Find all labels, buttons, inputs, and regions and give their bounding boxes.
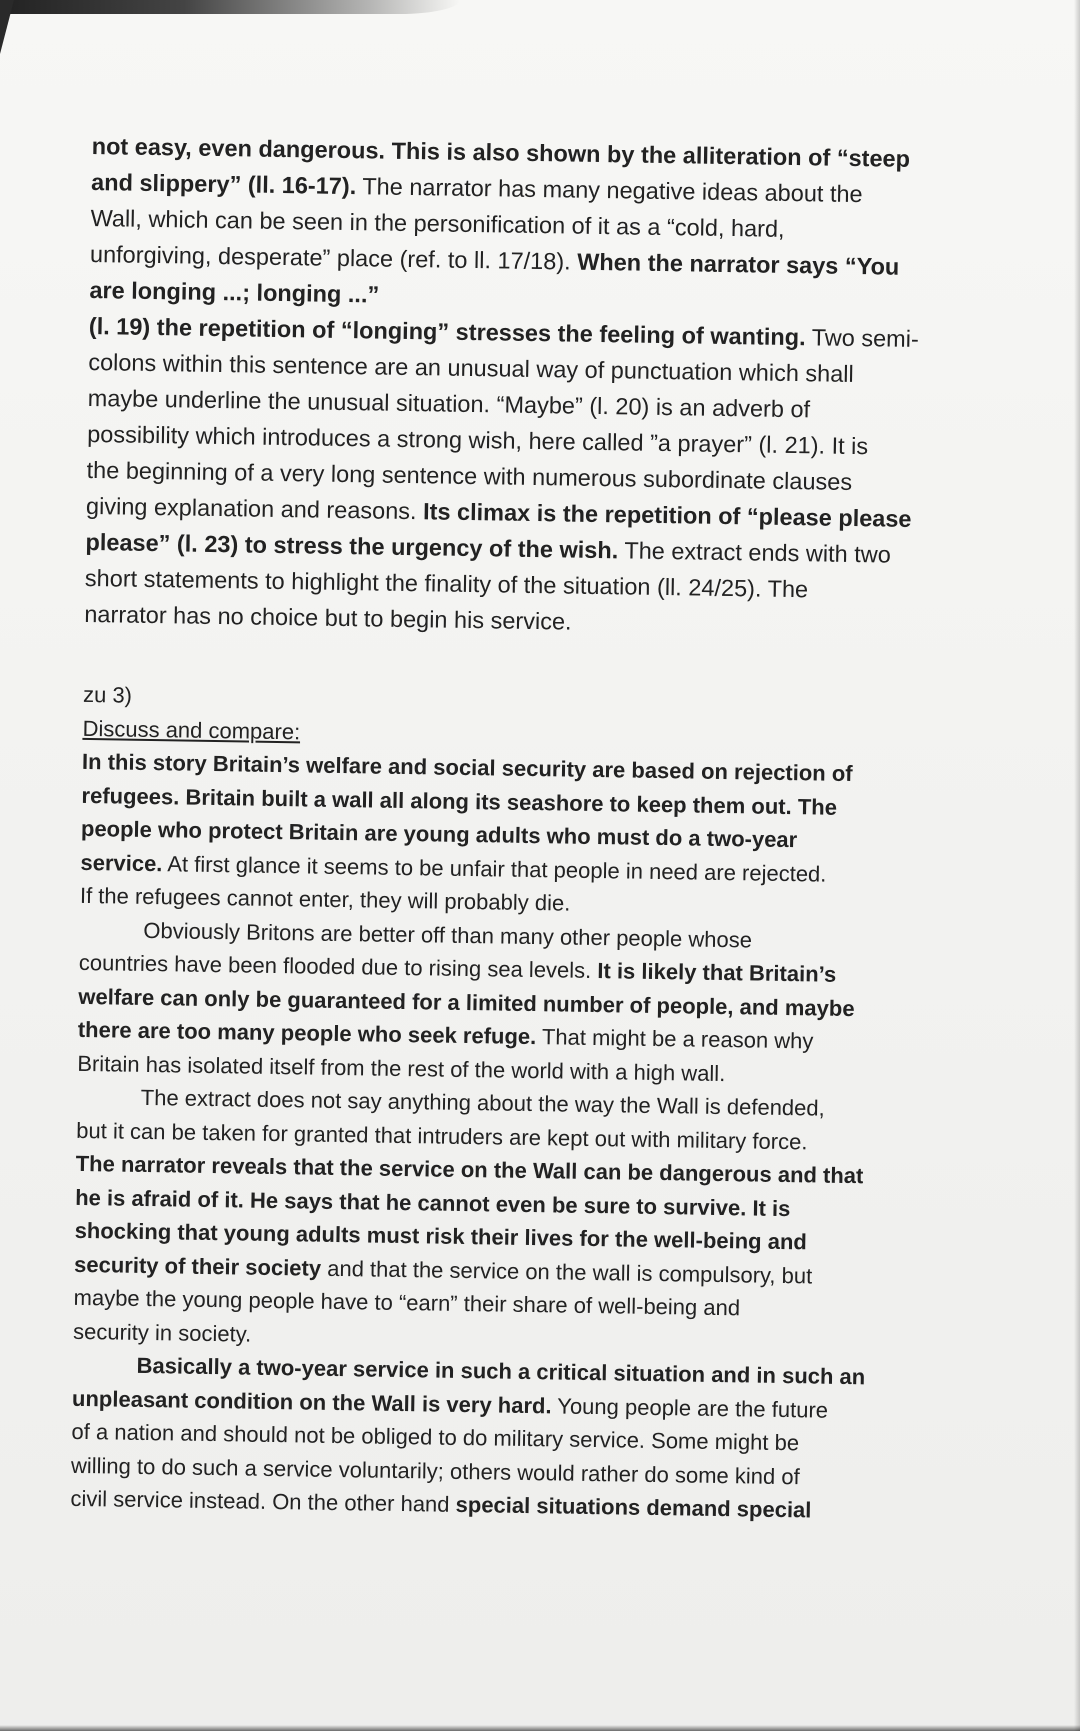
bold-text-run: there are too many people who seek refuge. <box>77 1016 537 1050</box>
bold-text-run: The narrator reveals that the service on the Wall can be dangerous and that <box>75 1150 864 1189</box>
text-run: civil service instead. On the other hand <box>70 1485 456 1517</box>
bold-text-run: are longing ...; longing ...” <box>89 276 380 308</box>
text-run: of a nation and should not be obliged to do military service. Some might be <box>71 1418 800 1456</box>
text-run: countries have been flooded due to rising sea levels. <box>78 949 598 984</box>
section-heading: Discuss and compare: <box>82 715 301 744</box>
text-run: and that the service on the wall is compulsory, but <box>320 1255 813 1288</box>
text-run: colons within this sentence are an unusual way of punctuation which shall <box>88 348 854 387</box>
text-run: unforgiving, desperate” place (ref. to ll. 17/18). <box>89 240 578 275</box>
bold-text-run: not easy, even dangerous. This is also shown by the alliteration of “steep <box>91 132 911 172</box>
bold-text-run: please” (l. 23) to stress the urgency of the wish. <box>85 528 619 564</box>
bold-text-run: Basically a two-year service in such a critical situation and in such an <box>136 1352 866 1390</box>
bold-text-run: refugees. Britain built a wall all along its seashore to keep them out. The <box>81 782 838 820</box>
analysis-paragraph <box>84 128 942 645</box>
text-run: but it can be taken for granted that intruders are kept out with military force. <box>76 1117 808 1154</box>
page-corner-fold <box>0 0 14 54</box>
document-text <box>70 128 942 1529</box>
bold-text-run: unpleasant condition on the Wall is very hard. <box>71 1385 552 1418</box>
discussion-paragraphs <box>70 745 932 1529</box>
text-run: maybe underline the unusual situation. “Maybe” (l. 20) is an adverb of <box>87 384 811 423</box>
text-run: possibility which introduces a strong wish, here called ”a prayer” (l. 21). It is <box>86 420 869 460</box>
bold-text-run: security of their society <box>73 1251 322 1281</box>
bold-text-run: When the narrator says “You <box>577 248 900 280</box>
bold-text-run: Its climax is the repetition of “please please <box>422 498 912 532</box>
text-run: short statements to highlight the finality of the situation (ll. 24/25). The <box>84 564 809 603</box>
text-run: Wall, which can be seen in the personification of it as a “cold, hard, <box>90 204 785 242</box>
discussion-paragraph <box>70 1348 923 1529</box>
text-run: the beginning of a very long sentence with numerous subordinate clauses <box>86 456 853 495</box>
bold-text-run: service. <box>80 849 163 876</box>
bold-text-run: shocking that young adults must risk their lives for the well-being and <box>74 1217 808 1255</box>
text-run: The narrator has many negative ideas about the <box>356 173 863 208</box>
text-run: security in society. <box>72 1318 252 1347</box>
text-run: The extract ends with two <box>618 537 891 568</box>
text-run: The extract does not say anything about the way the Wall is defended, <box>140 1084 825 1121</box>
text-run: maybe the young people have to “earn” their share of well-being and <box>73 1284 741 1321</box>
bold-text-run: he is afraid of it. He says that he cannot even be sure to survive. It is <box>75 1184 791 1221</box>
text-run: narrator has no choice but to begin his service. <box>84 600 572 635</box>
text-run: If the refugees cannot enter, they will probably die. <box>79 882 571 916</box>
page-bottom-edge <box>0 1725 1080 1731</box>
bold-text-run: In this story Britain’s welfare and social security are based on rejection of <box>81 748 853 787</box>
text-run: That might be a reason why <box>536 1024 814 1054</box>
bold-text-run: (l. 19) the repetition of “longing” stresses the feeling of wanting. <box>88 312 806 351</box>
text-run: Young people are the future <box>551 1392 829 1423</box>
discussion-paragraph <box>73 1080 927 1361</box>
section-label: zu 3) <box>82 681 133 708</box>
text-run: Two semi- <box>805 324 919 353</box>
text-run: giving explanation and reasons. <box>85 492 424 525</box>
bold-text-run: people who protect Britain are young adults who must do a two-year <box>80 815 798 853</box>
page-corner-shadow <box>0 0 460 14</box>
text-run: At first glance it seems to be unfair that people in need are rejected. <box>162 850 827 887</box>
bold-text-run: and slippery” (ll. 16-17). <box>90 168 357 200</box>
bold-text-run: special situations demand special <box>455 1491 812 1523</box>
discussion-paragraph <box>80 745 933 926</box>
page-right-edge <box>1074 0 1080 1731</box>
text-run: Britain has isolated itself from the rest of the world with a high wall. <box>77 1050 726 1086</box>
discussion-paragraph <box>77 912 930 1093</box>
bold-text-run: welfare can only be guaranteed for a limited number of people, and maybe <box>78 983 855 1021</box>
text-run: willing to do such a service voluntarily; others would rather do some kind of <box>70 1452 800 1489</box>
text-run: Obviously Britons are better off than many other people whose <box>143 917 753 952</box>
bold-text-run: It is likely that Britain’s <box>597 958 837 987</box>
